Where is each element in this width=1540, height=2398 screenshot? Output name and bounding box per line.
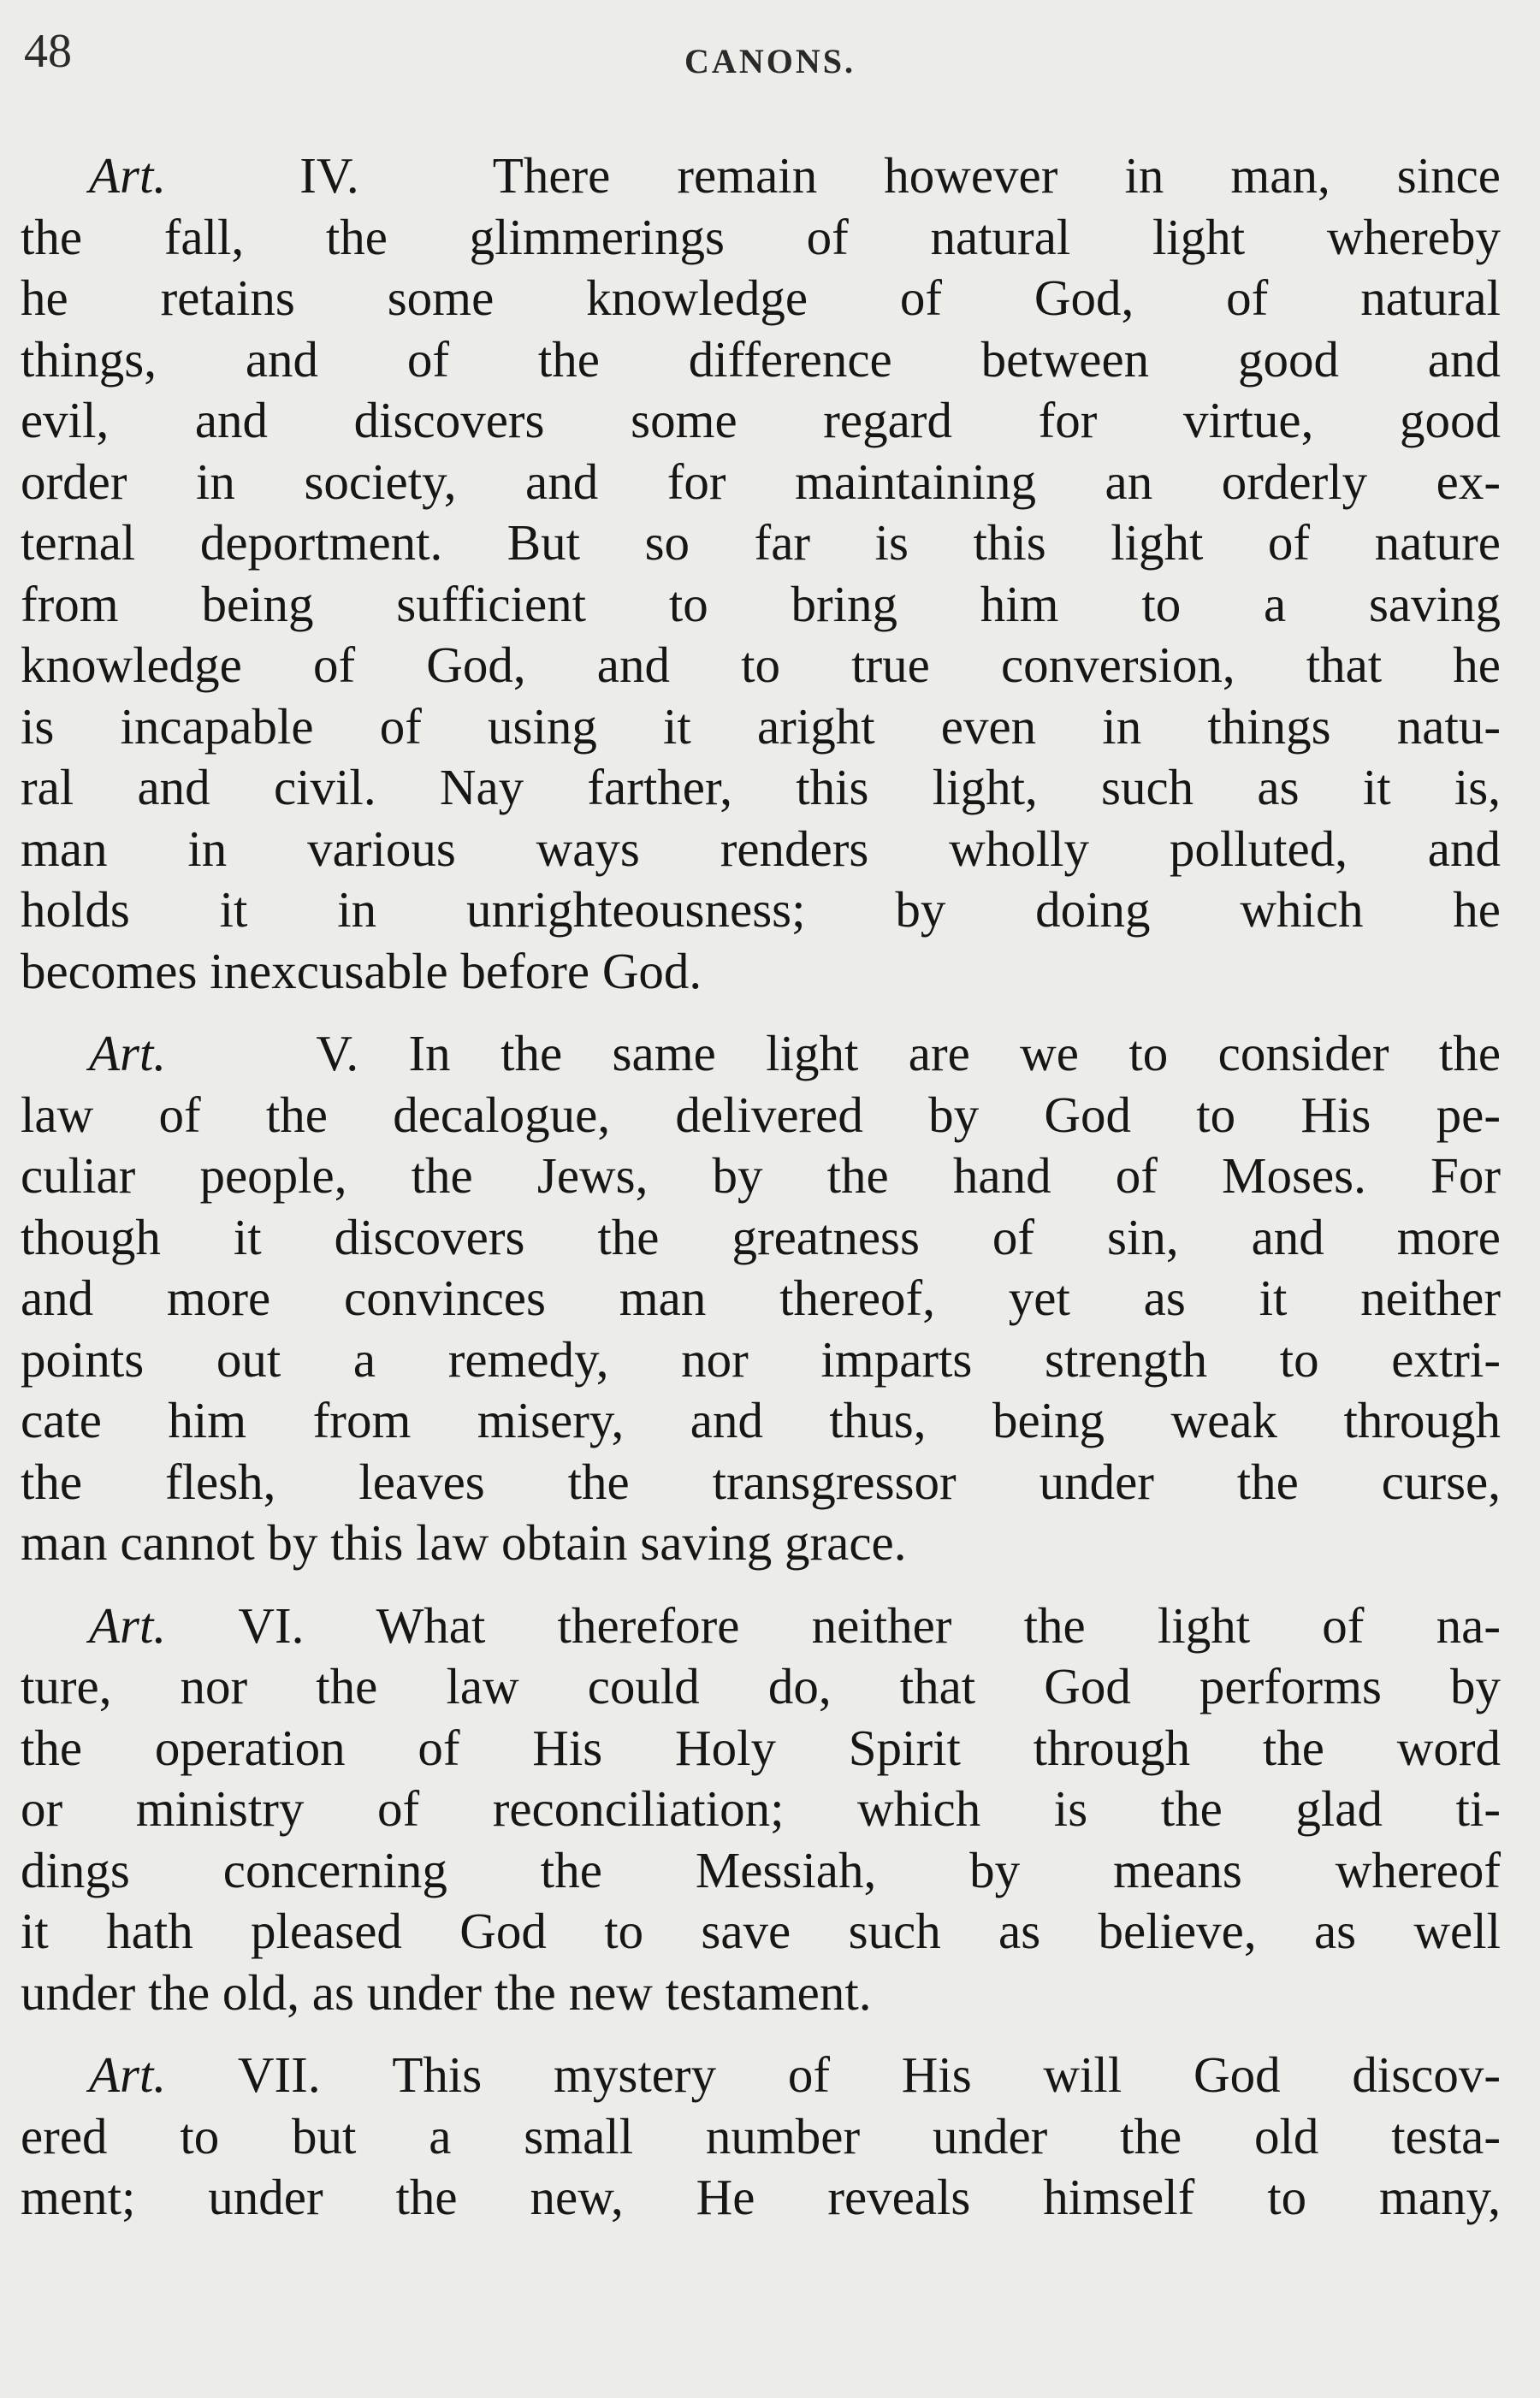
article-number: VI. [238,1596,305,1654]
article-line: order in society, and for maintaining an orderly ex- [21,453,1501,510]
article-line: law of the decalogue, delivered by God to His pe- [21,1086,1501,1143]
article-line: Art. VI. What therefore neither the light of na- [89,1596,1501,1654]
article-line: under the old, as under the new testament. [21,1963,872,2021]
article-line: dings concerning the Messiah, by means whereof [21,1841,1501,1898]
article-line: the operation of His Holy Spirit through the word [21,1719,1501,1776]
article-line: the flesh, leaves the transgressor under the curse, [21,1453,1501,1510]
article-line: it hath pleased God to save such as believe, as well [21,1903,1501,1959]
article-line: and more convinces man thereof, yet as it neither [21,1270,1501,1326]
article-line: man cannot by this law obtain saving grace. [21,1514,907,1571]
article-line: or ministry of reconciliation; which is the glad ti- [21,1780,1501,1837]
article-line: ered to but a small number under the old testa- [21,2107,1501,2164]
article-line: from being sufficient to bring him to a saving [21,575,1501,632]
article-line: ternal deportment. But so far is this light of nature [21,514,1501,571]
article-line: cate him from misery, and thus, being weak through [21,1392,1501,1448]
article-line: ture, nor the law could do, that God performs by [21,1658,1501,1714]
article-line: culiar people, the Jews, by the hand of Moses. For [21,1147,1501,1204]
article-number: V. [316,1025,359,1081]
article-v [21,1023,1501,1574]
article-line: things, and of the difference between good and [21,330,1501,388]
article-iv [21,145,1501,1002]
article-line: the fall, the glimmerings of natural light whereby [21,208,1501,265]
article-label: Art. [89,1025,167,1081]
article-line: he retains some knowledge of God, of natural [21,269,1501,326]
article-line: though it discovers the greatness of sin, and more [21,1208,1501,1265]
running-head: CANONS. [684,42,856,80]
article-line: knowledge of God, and to true conversion, that he [21,637,1501,693]
article-line: is incapable of using it aright even in things natu- [21,697,1501,755]
article-number: IV. [299,147,359,204]
article-label: Art. [89,147,167,204]
article-line: ral and civil. Nay farther, this light, such as it is, [21,759,1501,815]
article-line: holds it in unrighteousness; by doing which he [21,881,1501,938]
page-number: 48 [24,25,72,78]
page-body [21,145,1501,2250]
article-line: points out a remedy, nor imparts strength to extri- [21,1330,1501,1388]
article-line: Art. IV. There remain however in man, since [89,147,1501,204]
article-label: Art. [89,1596,167,1654]
article-line: evil, and discovers some regard for virtue, good [21,392,1501,448]
article-line: man in various ways renders wholly polluted, and [21,820,1501,877]
article-line: becomes inexcusable before God. [21,942,702,999]
article-line: Art. V. In the same light are we to consider the [89,1025,1502,1081]
article-vii [21,2045,1501,2229]
article-number: VII. [237,2046,321,2103]
article-label: Art. [89,2046,167,2103]
article-line: ment; under the new, He reveals himself to many, [21,2169,1501,2225]
article-vi [21,1596,1501,2024]
article-line: Art. VII. This mystery of His will God discov- [89,2046,1502,2103]
